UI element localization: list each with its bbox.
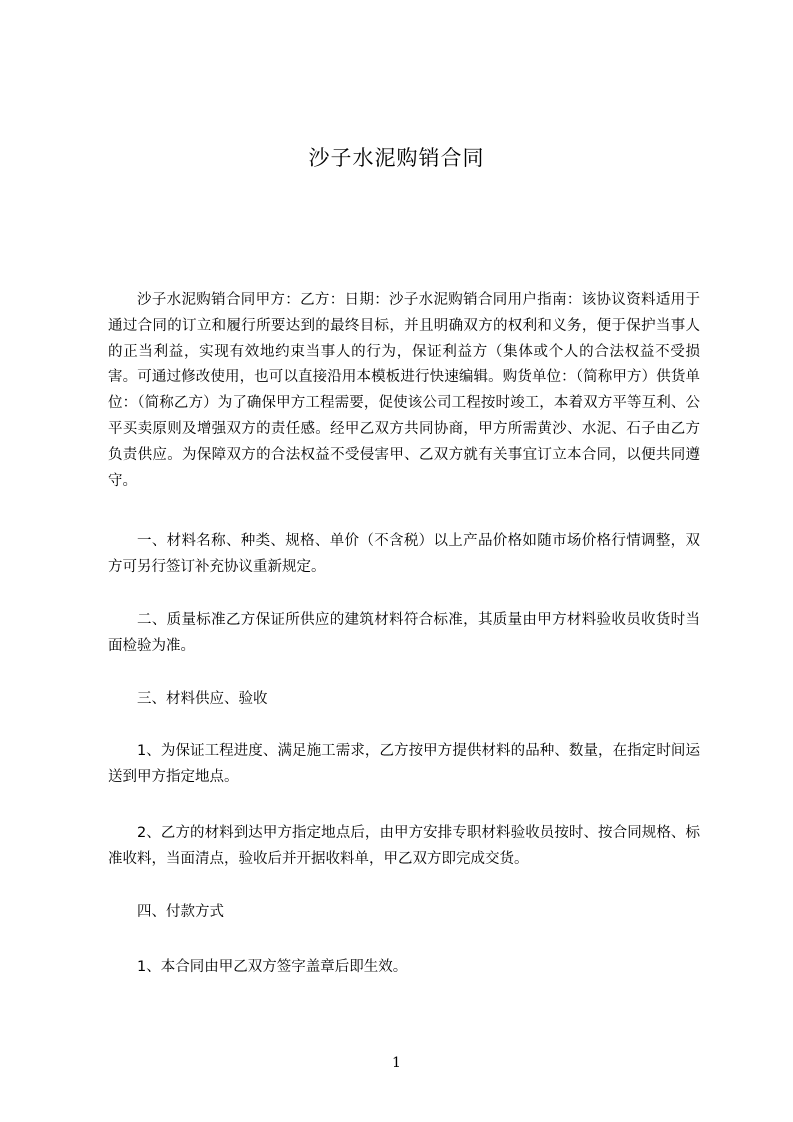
section-1-text: 一、材料名称、种类、规格、单价（不含税）以上产品价格如随市场价格行情调整，双方可另行签订补充协议重新规定。: [108, 533, 700, 575]
section-3-heading-text: 三、材料供应、验收: [137, 691, 268, 707]
section-4-heading-text: 四、付款方式: [137, 904, 224, 920]
section-1: [108, 529, 700, 581]
section-2-text: 二、质量标准乙方保证所供应的建筑材料符合标准，其质量由甲方材料验收员收货时当面检验为准。: [108, 612, 700, 654]
section-3-item-1: [108, 739, 700, 791]
section-3-item-2: [108, 821, 700, 873]
intro-text: 沙子水泥购销合同甲方：乙方：日期：沙子水泥购销合同用户指南：该协议资料适用于通过合同的订立和履行所要达到的最终目标，并且明确双方的权利和义务，便于保护当事人的正当利益，实现有效地约束当事人的行为，保证利益方（集体或个人的合法权益不受损害。可通过修改使用，也可以直接沿用本模板进行快速编辑。购货单位：（简称甲方）供货单位：（简称乙方）为了确保甲方工程需要，促使该公司工程按时竣工，本着双方平等互利、公平买卖原则及增强双方的责任感。经甲乙双方共同协商，甲方所需黄沙、水泥、石子由乙方负责供应。为保障双方的合法权益不受侵害甲、乙双方就有关事宜订立本合同，以便共同遵守。: [108, 292, 700, 489]
section-4-item-1-text: 1、本合同由甲乙双方签字盖章后即生效。: [137, 959, 408, 975]
document-title: 沙子水泥购销合同: [308, 146, 485, 170]
section-4-heading: [108, 900, 700, 926]
section-2: [108, 608, 700, 660]
section-3-heading: [108, 687, 700, 713]
section-4-item-1: [108, 955, 700, 981]
intro-paragraph: [108, 288, 700, 494]
section-3-item-1-text: 1、为保证工程进度、满足施工需求，乙方按甲方提供材料的品种、数量，在指定时间运送到甲方指定地点。: [108, 743, 700, 785]
page-number: 1: [392, 1055, 401, 1071]
section-3-item-2-text: 2、乙方的材料到达甲方指定地点后，由甲方安排专职材料验收员按时、按合同规格、标准收料，当面清点，验收后并开据收料单，甲乙双方即完成交货。: [108, 825, 700, 867]
